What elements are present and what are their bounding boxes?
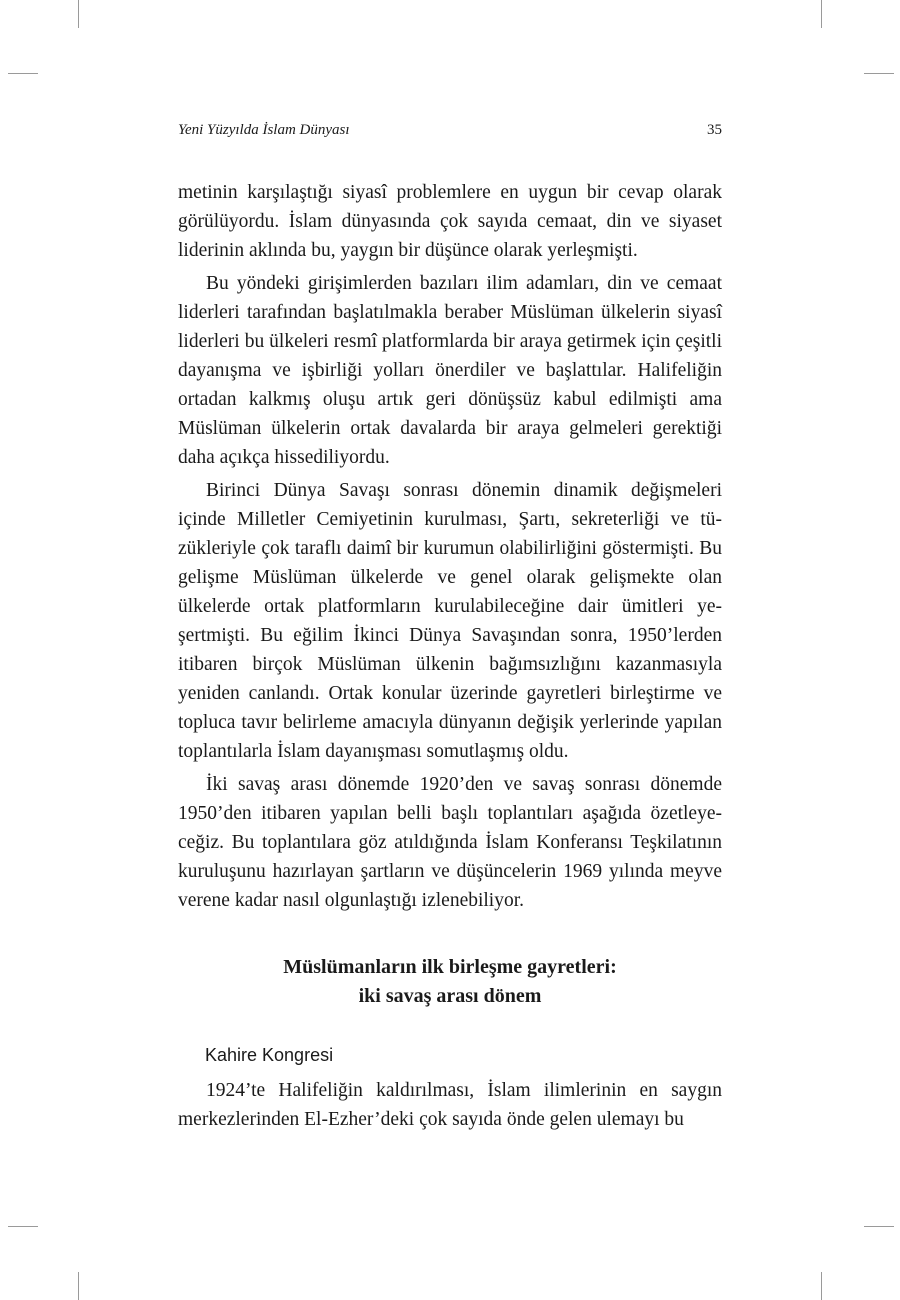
paragraph: Birinci Dünya Savaşı sonrası dönemin dinamik değişmeleri içinde Milletler Cemiyetinin kurulması, Şartı, sekreterliği ve tüzükleriyle çok taraflı daimî bir kurumun olabilirliğini göstermişti. Bu gelişme Müslüman ülkelerde ve genel olarak gelişmekte olan ülkelerde ortak platformların kurulabileceğine dair ümitleri yeşertmişti. Bu eğilim İkinci Dünya Savaşından sonra, 1950’lerden itibaren birçok Müslüman ülkenin bağımsızlığını kazanmasıyla yeniden canlandı. Ortak konular üzerinde gayretleri birleştirme ve topluca tavır belirleme amacıyla dünyanın değişik yerlerinde yapılan toplantılarla İslam dayanışması somutlaşmış oldu. — [178, 480, 722, 762]
running-head — [178, 122, 722, 144]
paragraph: Bu yöndeki girişimlerden bazıları ilim adamları, din ve cemaat liderleri tarafından başlatılmakla beraber Müslüman ülkelerin siyasî liderleri bu ülkeleri resmî platformlarda bir araya getirmek için çeşitli dayanışma ve işbirliği yolları önerdiler ve başlattılar. Halifeliğin ortadan kalkmış oluşu artık geri dönüşsüz kabul edilmişti ama Müslüman ülkelerin ortak davalarda bir araya gelmeleri gerektiği daha açıkça hissediliyordu. — [178, 273, 722, 468]
paragraph: metinin karşılaştığı siyasî problemlere en uygun bir cevap olarak görülüyordu. İslam dünyasında çok sayıda cemaat, din ve siyaset liderinin aklında bu, yaygın bir düşünce olarak yerleşmişti. — [178, 182, 722, 261]
subheading: Kahire Kongresi — [205, 1045, 334, 1065]
body-text — [178, 178, 722, 915]
crop-mark-bottom-left — [78, 1272, 79, 1300]
section-heading-line: Müslümanların ilk birleşme gayretleri: — [283, 956, 617, 978]
crop-mark-bottom-right — [821, 1272, 822, 1300]
crop-mark-left-bottom — [8, 1226, 38, 1227]
crop-mark-right-bottom — [864, 1226, 894, 1227]
body-text-continued — [178, 1076, 722, 1134]
page-number: 35 — [707, 122, 722, 138]
crop-mark-left-top — [8, 73, 38, 74]
section-heading-line: iki savaş arası dönem — [358, 985, 542, 1007]
section-heading — [178, 953, 722, 1011]
paragraph: 1924’te Halifeliğin kaldırılması, İslam ilimlerinin en saygın merkezlerinden El-Ezher’deki çok sayıda önde gelen ulemayı bu — [178, 1080, 722, 1130]
crop-mark-top-left — [78, 0, 79, 28]
crop-mark-top-right — [821, 0, 822, 28]
running-title: Yeni Yüzyılda İslam Dünyası — [178, 122, 350, 138]
paragraph: İki savaş arası dönemde 1920’den ve savaş sonrası dönemde 1950’den itibaren yapılan belli başlı toplantıları aşağıda özetleyeceğiz. Bu toplantılara göz atıldığında İslam Konferansı Teşkilatının kuruluşunu hazırlayan şartların ve düşüncelerin 1969 yılında meyve verene kadar nasıl olgunlaştığı izlenebiliyor. — [178, 774, 722, 911]
crop-mark-right-top — [864, 73, 894, 74]
